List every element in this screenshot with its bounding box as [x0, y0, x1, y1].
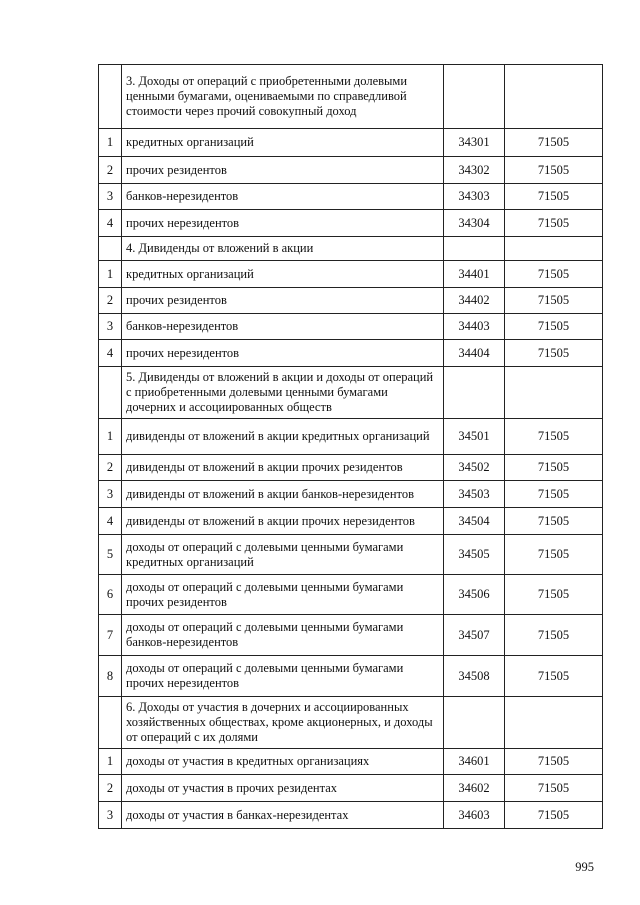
- row-account: 71505: [505, 802, 603, 829]
- section-number-cell: [99, 697, 122, 749]
- row-description: кредитных организаций: [122, 261, 444, 288]
- row-number: 6: [99, 575, 122, 615]
- row-code: 34507: [444, 615, 505, 656]
- row-number: 4: [99, 340, 122, 367]
- row-account: 71505: [505, 340, 603, 367]
- row-number: 2: [99, 455, 122, 481]
- row-number: 1: [99, 749, 122, 775]
- row-number: 3: [99, 184, 122, 210]
- section-header-row: [99, 237, 603, 261]
- section-title: 5. Дивиденды от вложений в акции и доходы от операций с приобретенными долевыми ценными бумагами дочерних и ассоциированных обществ: [122, 367, 444, 419]
- table-row: [99, 802, 603, 829]
- table-row: [99, 535, 603, 575]
- row-code: 34304: [444, 210, 505, 237]
- row-number: 3: [99, 314, 122, 340]
- row-description: кредитных организаций: [122, 129, 444, 157]
- row-code: 34401: [444, 261, 505, 288]
- row-code: 34403: [444, 314, 505, 340]
- section-header-row: [99, 367, 603, 419]
- row-account: 71505: [505, 210, 603, 237]
- row-account: 71505: [505, 129, 603, 157]
- row-account: 71505: [505, 455, 603, 481]
- section-account-cell: [505, 65, 603, 129]
- row-code: 34505: [444, 535, 505, 575]
- table-row: [99, 184, 603, 210]
- row-account: 71505: [505, 419, 603, 455]
- row-description: доходы от участия в банках-нерезидентах: [122, 802, 444, 829]
- section-account-cell: [505, 367, 603, 419]
- row-number: 2: [99, 157, 122, 184]
- section-number-cell: [99, 65, 122, 129]
- row-code: 34302: [444, 157, 505, 184]
- row-number: 4: [99, 210, 122, 237]
- row-account: 71505: [505, 157, 603, 184]
- table-body: [99, 65, 603, 829]
- row-description: прочих резидентов: [122, 157, 444, 184]
- row-number: 2: [99, 775, 122, 802]
- row-number: 1: [99, 419, 122, 455]
- section-title: 6. Доходы от участия в дочерних и ассоциированных хозяйственных обществах, кроме акционерных, и доходы от операций с их долями: [122, 697, 444, 749]
- row-code: 34404: [444, 340, 505, 367]
- row-account: 71505: [505, 749, 603, 775]
- row-number: 3: [99, 481, 122, 508]
- section-number-cell: [99, 237, 122, 261]
- row-description: доходы от участия в прочих резидентах: [122, 775, 444, 802]
- table-row: [99, 157, 603, 184]
- table-row: [99, 261, 603, 288]
- row-account: 71505: [505, 575, 603, 615]
- section-title: 3. Доходы от операций с приобретенными долевыми ценными бумагами, оцениваемыми по справедливой стоимости через прочий совокупный доход: [122, 65, 444, 129]
- row-account: 71505: [505, 508, 603, 535]
- row-number: 1: [99, 261, 122, 288]
- row-description: доходы от операций с долевыми ценными бумагами банков-нерезидентов: [122, 615, 444, 656]
- row-description: доходы от участия в кредитных организациях: [122, 749, 444, 775]
- row-description: доходы от операций с долевыми ценными бумагами прочих резидентов: [122, 575, 444, 615]
- table-row: [99, 419, 603, 455]
- table-row: [99, 615, 603, 656]
- row-code: 34303: [444, 184, 505, 210]
- row-description: прочих нерезидентов: [122, 340, 444, 367]
- section-code-cell: [444, 237, 505, 261]
- row-code: 34603: [444, 802, 505, 829]
- row-code: 34402: [444, 288, 505, 314]
- table-row: [99, 455, 603, 481]
- table-row: [99, 775, 603, 802]
- row-account: 71505: [505, 535, 603, 575]
- row-code: 34301: [444, 129, 505, 157]
- row-code: 34508: [444, 656, 505, 697]
- table-row: [99, 656, 603, 697]
- row-code: 34601: [444, 749, 505, 775]
- section-title: 4. Дивиденды от вложений в акции: [122, 237, 444, 261]
- row-description: доходы от операций с долевыми ценными бумагами кредитных организаций: [122, 535, 444, 575]
- row-description: доходы от операций с долевыми ценными бумагами прочих нерезидентов: [122, 656, 444, 697]
- section-code-cell: [444, 697, 505, 749]
- section-header-row: [99, 697, 603, 749]
- table-row: [99, 288, 603, 314]
- row-account: 71505: [505, 615, 603, 656]
- row-account: 71505: [505, 656, 603, 697]
- table-row: [99, 749, 603, 775]
- row-code: 34504: [444, 508, 505, 535]
- row-description: банков-нерезидентов: [122, 184, 444, 210]
- row-description: дивиденды от вложений в акции прочих нерезидентов: [122, 508, 444, 535]
- row-description: прочих нерезидентов: [122, 210, 444, 237]
- section-account-cell: [505, 697, 603, 749]
- section-account-cell: [505, 237, 603, 261]
- section-code-cell: [444, 367, 505, 419]
- row-number: 3: [99, 802, 122, 829]
- page-number: 995: [575, 860, 594, 874]
- row-number: 5: [99, 535, 122, 575]
- row-code: 34502: [444, 455, 505, 481]
- row-number: 1: [99, 129, 122, 157]
- row-description: дивиденды от вложений в акции банков-нерезидентов: [122, 481, 444, 508]
- table-row: [99, 575, 603, 615]
- row-number: 4: [99, 508, 122, 535]
- row-description: дивиденды от вложений в акции прочих резидентов: [122, 455, 444, 481]
- table-row: [99, 210, 603, 237]
- row-description: дивиденды от вложений в акции кредитных организаций: [122, 419, 444, 455]
- table-row: [99, 129, 603, 157]
- row-code: 34503: [444, 481, 505, 508]
- income-accounts-table: [98, 64, 603, 829]
- row-description: прочих резидентов: [122, 288, 444, 314]
- row-account: 71505: [505, 261, 603, 288]
- section-code-cell: [444, 65, 505, 129]
- row-account: 71505: [505, 481, 603, 508]
- row-description: банков-нерезидентов: [122, 314, 444, 340]
- section-header-row: [99, 65, 603, 129]
- row-code: 34506: [444, 575, 505, 615]
- row-number: 7: [99, 615, 122, 656]
- row-number: 8: [99, 656, 122, 697]
- table-row: [99, 314, 603, 340]
- table-row: [99, 340, 603, 367]
- table-row: [99, 481, 603, 508]
- section-number-cell: [99, 367, 122, 419]
- table-row: [99, 508, 603, 535]
- row-account: 71505: [505, 184, 603, 210]
- row-account: 71505: [505, 775, 603, 802]
- row-account: 71505: [505, 288, 603, 314]
- row-code: 34501: [444, 419, 505, 455]
- row-account: 71505: [505, 314, 603, 340]
- row-code: 34602: [444, 775, 505, 802]
- row-number: 2: [99, 288, 122, 314]
